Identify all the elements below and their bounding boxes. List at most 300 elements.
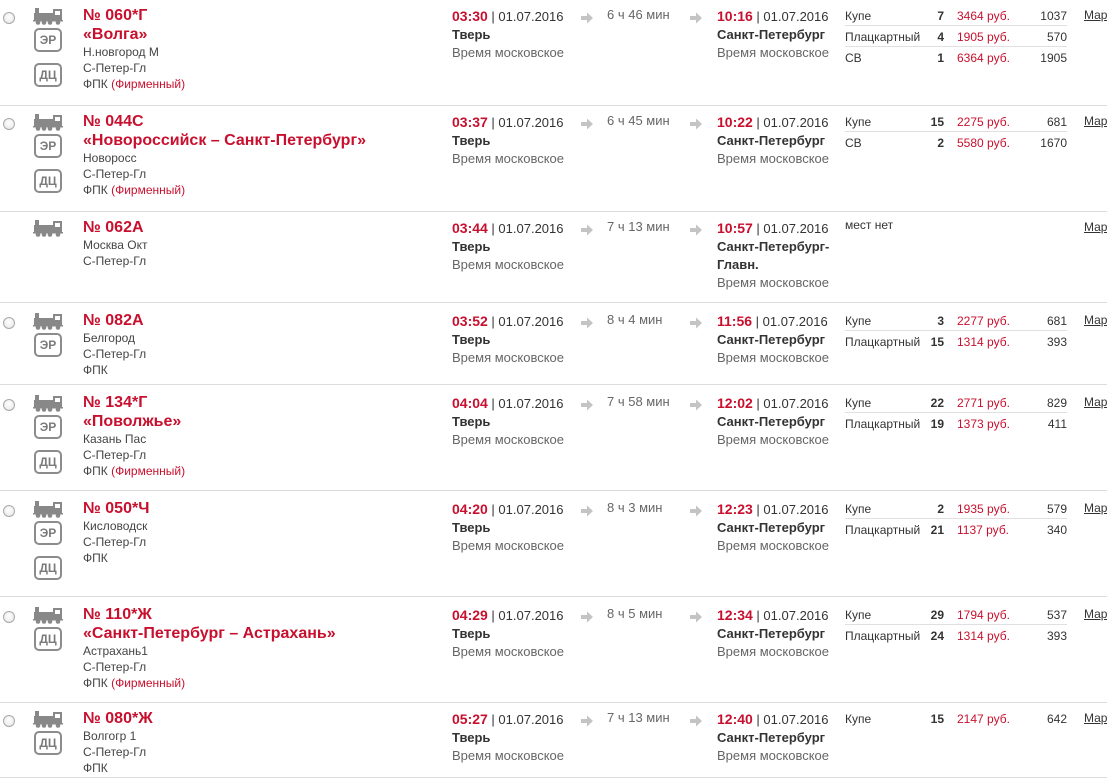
- departure-date: 01.07.2016: [498, 608, 564, 623]
- seat-classes: [845, 709, 1067, 730]
- route-link[interactable]: Мар: [1084, 313, 1107, 327]
- seat-price: 2771 руб.: [957, 396, 1010, 410]
- train-number[interactable]: № 080*Ж: [83, 710, 153, 727]
- departure-station: Тверь: [452, 332, 491, 347]
- train-row[interactable]: [0, 0, 1107, 106]
- electronic-registration-badge: ЭР: [34, 333, 62, 357]
- locomotive-icon: [33, 606, 63, 624]
- departure-time: 05:27: [452, 711, 488, 727]
- double-decker-badge: ДЦ: [34, 169, 62, 193]
- train-row[interactable]: [0, 491, 1107, 597]
- departure-station: Тверь: [452, 133, 491, 148]
- seat-type: Купе: [845, 396, 872, 410]
- train-row[interactable]: [0, 597, 1107, 703]
- seat-type: Плацкартный: [845, 30, 921, 44]
- separator: |: [752, 502, 764, 517]
- arrival-timezone: Время московское: [717, 748, 830, 763]
- seat-class-row[interactable]: [845, 112, 1067, 133]
- route-origin: Кисловодск: [83, 519, 148, 533]
- train-badges: [33, 219, 67, 240]
- arrival-station: Санкт-Петербург: [717, 414, 826, 429]
- divider: [845, 46, 1067, 47]
- separator: |: [487, 314, 499, 329]
- arrow-right-icon: [689, 504, 703, 518]
- arrival-station: Санкт-Петербург-Главн.: [717, 239, 830, 272]
- route-origin: Астрахань1: [83, 644, 148, 658]
- train-info: [83, 709, 443, 776]
- route-destination: С-Петер-Гл: [83, 61, 147, 75]
- seat-points: 829: [1046, 396, 1067, 410]
- travel-duration: 8 ч 3 мин: [607, 500, 663, 515]
- train-badges: [33, 500, 67, 591]
- seat-classes: [845, 112, 1067, 154]
- seat-type: Купе: [845, 502, 872, 516]
- departure: [452, 312, 577, 367]
- carrier-name: ФПК: [83, 183, 108, 197]
- carrier-branded-note: (Фирменный): [111, 183, 186, 197]
- arrow-right-icon: [580, 714, 594, 728]
- arrow-right-icon: [689, 223, 703, 237]
- seat-points: 570: [1046, 30, 1067, 44]
- seat-count: 15: [930, 712, 944, 726]
- seat-points: 579: [1046, 502, 1067, 516]
- seat-count: 15: [930, 115, 944, 129]
- train-name: «Санкт-Петербург – Астрахань»: [83, 625, 336, 642]
- departure-time: 03:52: [452, 313, 488, 329]
- no-seats-label: мест нет: [845, 218, 894, 232]
- seat-classes: [845, 605, 1067, 647]
- travel-duration: 6 ч 45 мин: [607, 113, 670, 128]
- departure-station: Тверь: [452, 414, 491, 429]
- train-row[interactable]: [0, 212, 1107, 303]
- travel-duration: 7 ч 13 мин: [607, 219, 670, 234]
- departure-timezone: Время московское: [452, 432, 565, 447]
- departure-timezone: Время московское: [452, 257, 565, 272]
- seat-price: 1794 руб.: [957, 608, 1010, 622]
- arrow-right-icon: [580, 610, 594, 624]
- divider: [845, 624, 1067, 625]
- arrival-time: 12:02: [717, 395, 753, 411]
- departure: [452, 7, 577, 62]
- arrival-station: Санкт-Петербург: [717, 626, 826, 641]
- carrier: [83, 463, 443, 479]
- double-decker-badge: ДЦ: [34, 450, 62, 474]
- train-name: «Волга»: [83, 26, 148, 43]
- seat-class-row[interactable]: [845, 393, 1067, 414]
- train-select-radio[interactable]: [3, 317, 15, 329]
- carrier-branded-note: (Фирменный): [111, 77, 186, 91]
- arrival-station: Санкт-Петербург: [717, 332, 826, 347]
- carrier-name: ФПК: [83, 676, 108, 690]
- seat-price: 2147 руб.: [957, 712, 1010, 726]
- electronic-registration-badge: ЭР: [34, 134, 62, 158]
- seat-class-row[interactable]: [845, 6, 1067, 27]
- departure-time: 03:30: [452, 8, 488, 24]
- seat-class-row[interactable]: [845, 414, 1067, 435]
- carrier: [83, 362, 443, 378]
- train-row[interactable]: [0, 385, 1107, 491]
- arrival: [717, 606, 835, 661]
- double-decker-badge: ДЦ: [34, 556, 62, 580]
- route-destination: С-Петер-Гл: [83, 167, 147, 181]
- seat-points: 642: [1046, 712, 1067, 726]
- seat-class-row[interactable]: [845, 605, 1067, 626]
- travel-duration: 8 ч 5 мин: [607, 606, 663, 621]
- arrow-right-icon: [580, 398, 594, 412]
- departure-station: Тверь: [452, 27, 491, 42]
- separator: |: [752, 396, 764, 411]
- locomotive-icon: [33, 394, 63, 412]
- carrier-name: ФПК: [83, 363, 108, 377]
- departure-timezone: Время московское: [452, 538, 565, 553]
- departure-date: 01.07.2016: [498, 9, 564, 24]
- seat-points: 393: [1046, 335, 1067, 349]
- arrival-timezone: Время московское: [717, 350, 830, 365]
- arrival-time: 11:56: [717, 313, 753, 329]
- arrival: [717, 500, 835, 555]
- seat-points: 537: [1046, 608, 1067, 622]
- seat-class-row[interactable]: [845, 332, 1067, 353]
- separator: |: [752, 314, 763, 329]
- seat-classes: [845, 218, 1067, 232]
- travel-duration: 7 ч 58 мин: [607, 394, 670, 409]
- electronic-registration-badge: ЭР: [34, 521, 62, 545]
- arrival: [717, 219, 835, 292]
- departure: [452, 606, 577, 661]
- locomotive-icon: [33, 219, 63, 237]
- route-origin: Новоросс: [83, 151, 137, 165]
- arrival-time: 12:23: [717, 501, 753, 517]
- seat-count: 22: [930, 396, 944, 410]
- arrival-timezone: Время московское: [717, 151, 830, 166]
- train-row[interactable]: [0, 303, 1107, 385]
- arrow-right-icon: [689, 316, 703, 330]
- route-origin: Москва Окт: [83, 238, 148, 252]
- locomotive-icon: [33, 500, 63, 518]
- carrier-name: ФПК: [83, 464, 108, 478]
- seat-type: СВ: [845, 51, 862, 65]
- arrival: [717, 394, 835, 449]
- arrow-right-icon: [689, 714, 703, 728]
- route-link[interactable]: Мар: [1084, 114, 1107, 128]
- departure: [452, 500, 577, 555]
- seat-type: Купе: [845, 608, 872, 622]
- arrival-date: 01.07.2016: [763, 502, 829, 517]
- carrier-branded-note: (Фирменный): [111, 676, 186, 690]
- arrow-right-icon: [580, 316, 594, 330]
- seat-class-row[interactable]: [845, 499, 1067, 520]
- train-row[interactable]: [0, 703, 1107, 778]
- divider: [845, 25, 1067, 26]
- route-destination: С-Петер-Гл: [83, 535, 147, 549]
- departure-date: 01.07.2016: [498, 115, 564, 130]
- train-info: [83, 499, 443, 566]
- departure: [452, 113, 577, 168]
- train-select-radio[interactable]: [3, 611, 15, 623]
- carrier-name: ФПК: [83, 551, 108, 565]
- seat-type: Купе: [845, 712, 872, 726]
- seat-class-row[interactable]: [845, 311, 1067, 332]
- arrival-station: Санкт-Петербург: [717, 27, 826, 42]
- seat-price: 5580 руб.: [957, 136, 1010, 150]
- seat-points: 340: [1046, 523, 1067, 537]
- arrival-date: 01.07.2016: [763, 115, 829, 130]
- arrival-timezone: Время московское: [717, 45, 830, 60]
- travel-duration: 8 ч 4 мин: [607, 312, 663, 327]
- route-link[interactable]: Мар: [1084, 711, 1107, 725]
- train-badges: [33, 113, 67, 204]
- seat-classes: [845, 499, 1067, 541]
- train-info: [83, 311, 443, 378]
- departure-date: 01.07.2016: [498, 396, 564, 411]
- departure-time: 04:29: [452, 607, 488, 623]
- departure-station: Тверь: [452, 239, 491, 254]
- train-number[interactable]: № 050*Ч: [83, 500, 150, 517]
- arrival-date: 01.07.2016: [763, 396, 829, 411]
- route-link[interactable]: Мар: [1084, 8, 1107, 22]
- double-decker-badge: ДЦ: [34, 627, 62, 651]
- departure-time: 04:04: [452, 395, 488, 411]
- train-number[interactable]: № 062А: [83, 219, 144, 236]
- seat-count: 2: [937, 502, 944, 516]
- seat-class-row[interactable]: [845, 520, 1067, 541]
- train-badges: [33, 312, 67, 368]
- arrival-time: 10:16: [717, 8, 753, 24]
- carrier: [83, 675, 443, 691]
- departure-time: 03:44: [452, 220, 488, 236]
- separator: |: [487, 712, 499, 727]
- route-origin: Белгород: [83, 331, 136, 345]
- train-number[interactable]: № 060*Г: [83, 7, 148, 24]
- travel-duration: 7 ч 13 мин: [607, 710, 670, 725]
- carrier: [83, 550, 443, 566]
- carrier-branded-note: (Фирменный): [111, 464, 186, 478]
- train-select-radio[interactable]: [3, 118, 15, 130]
- seat-price: 1137 руб.: [957, 523, 1010, 537]
- double-decker-badge: ДЦ: [34, 731, 62, 755]
- seat-points: 681: [1046, 314, 1067, 328]
- seat-class-row[interactable]: [845, 626, 1067, 647]
- train-select-radio[interactable]: [3, 505, 15, 517]
- seat-type: Плацкартный: [845, 629, 921, 643]
- route-origin: Н.новгород М: [83, 45, 159, 59]
- arrow-right-icon: [580, 11, 594, 25]
- seat-class-row[interactable]: [845, 48, 1067, 69]
- arrival-time: 10:57: [717, 220, 753, 236]
- arrival-date: 01.07.2016: [762, 314, 828, 329]
- arrival-date: 01.07.2016: [763, 608, 829, 623]
- departure: [452, 710, 577, 765]
- seat-count: 21: [930, 523, 944, 537]
- seat-price: 1314 руб.: [957, 629, 1010, 643]
- seat-class-row[interactable]: [845, 133, 1067, 154]
- seat-price: 1935 руб.: [957, 502, 1010, 516]
- arrival-time: 10:22: [717, 114, 753, 130]
- seat-type: Купе: [845, 115, 872, 129]
- departure-station: Тверь: [452, 626, 491, 641]
- route-destination: С-Петер-Гл: [83, 347, 147, 361]
- arrival-date: 01.07.2016: [763, 221, 829, 236]
- seat-count: 3: [937, 314, 944, 328]
- seat-points: 1905: [1040, 51, 1067, 65]
- arrow-right-icon: [689, 11, 703, 25]
- departure: [452, 219, 577, 274]
- route-origin: Казань Пас: [83, 432, 147, 446]
- route-link[interactable]: Мар: [1084, 395, 1107, 409]
- train-info: [83, 218, 443, 269]
- seat-type: Купе: [845, 9, 872, 23]
- separator: |: [752, 221, 764, 236]
- seat-price: 3464 руб.: [957, 9, 1010, 23]
- arrival: [717, 710, 835, 765]
- route-origin: Волгогр 1: [83, 729, 137, 743]
- seat-count: 2: [937, 136, 944, 150]
- seat-type: Плацкартный: [845, 523, 921, 537]
- seat-classes: [845, 311, 1067, 353]
- seat-class-row[interactable]: [845, 709, 1067, 730]
- train-info: [83, 393, 443, 479]
- seat-points: 681: [1046, 115, 1067, 129]
- train-badges: [33, 394, 67, 485]
- travel-duration: 6 ч 46 мин: [607, 7, 670, 22]
- train-number[interactable]: № 134*Г: [83, 394, 148, 411]
- arrival-date: 01.07.2016: [763, 712, 829, 727]
- locomotive-icon: [33, 312, 63, 330]
- seat-class-row[interactable]: [845, 27, 1067, 48]
- locomotive-icon: [33, 710, 63, 728]
- arrival-station: Санкт-Петербург: [717, 520, 826, 535]
- seat-price: 1373 руб.: [957, 417, 1010, 431]
- seat-count: 4: [937, 30, 944, 44]
- departure-timezone: Время московское: [452, 45, 565, 60]
- seat-points: 393: [1046, 629, 1067, 643]
- seat-price: 1905 руб.: [957, 30, 1010, 44]
- train-number[interactable]: № 082А: [83, 312, 144, 329]
- arrow-right-icon: [580, 504, 594, 518]
- seat-points: 1037: [1040, 9, 1067, 23]
- arrival-station: Санкт-Петербург: [717, 133, 826, 148]
- departure-timezone: Время московское: [452, 151, 565, 166]
- arrival-date: 01.07.2016: [763, 9, 829, 24]
- separator: |: [752, 712, 764, 727]
- arrival-time: 12:34: [717, 607, 753, 623]
- separator: |: [487, 9, 499, 24]
- separator: |: [487, 608, 499, 623]
- train-number[interactable]: № 044С: [83, 113, 144, 130]
- arrival-timezone: Время московское: [717, 538, 830, 553]
- arrival: [717, 7, 835, 62]
- arrival-station: Санкт-Петербург: [717, 730, 826, 745]
- departure-station: Тверь: [452, 520, 491, 535]
- separator: |: [487, 502, 499, 517]
- electronic-registration-badge: ЭР: [34, 415, 62, 439]
- separator: |: [487, 396, 499, 411]
- separator: |: [752, 115, 764, 130]
- departure-date: 01.07.2016: [498, 712, 564, 727]
- arrow-right-icon: [689, 117, 703, 131]
- seat-count: 1: [937, 51, 944, 65]
- route-destination: С-Петер-Гл: [83, 448, 147, 462]
- arrow-right-icon: [689, 610, 703, 624]
- seat-count: 15: [930, 335, 944, 349]
- train-badges: [33, 7, 67, 98]
- route-destination: С-Петер-Гл: [83, 745, 147, 759]
- arrow-right-icon: [689, 398, 703, 412]
- seat-type: Плацкартный: [845, 417, 921, 431]
- departure-timezone: Время московское: [452, 644, 565, 659]
- carrier: [83, 76, 443, 92]
- separator: |: [487, 221, 499, 236]
- arrow-right-icon: [580, 117, 594, 131]
- divider: [845, 518, 1067, 519]
- seat-type: Плацкартный: [845, 335, 921, 349]
- seat-points: 411: [1047, 417, 1067, 431]
- double-decker-badge: ДЦ: [34, 63, 62, 87]
- arrival: [717, 312, 835, 367]
- departure-date: 01.07.2016: [498, 502, 564, 517]
- train-select-radio[interactable]: [3, 399, 15, 411]
- train-select-radio[interactable]: [3, 715, 15, 727]
- carrier-name: ФПК: [83, 77, 108, 91]
- departure-date: 01.07.2016: [498, 314, 564, 329]
- electronic-registration-badge: ЭР: [34, 28, 62, 52]
- seat-classes: [845, 6, 1067, 69]
- route-link[interactable]: Мар: [1084, 607, 1107, 621]
- locomotive-icon: [33, 113, 63, 131]
- seat-price: 6364 руб.: [957, 51, 1010, 65]
- separator: |: [752, 608, 764, 623]
- train-info: [83, 112, 443, 198]
- arrival-time: 12:40: [717, 711, 753, 727]
- departure-timezone: Время московское: [452, 748, 565, 763]
- departure-station: Тверь: [452, 730, 491, 745]
- divider: [845, 131, 1067, 132]
- train-number[interactable]: № 110*Ж: [83, 606, 152, 623]
- train-info: [83, 605, 443, 691]
- train-select-radio[interactable]: [3, 12, 15, 24]
- train-badges: [33, 606, 67, 662]
- departure-time: 04:20: [452, 501, 488, 517]
- route-link[interactable]: Мар: [1084, 501, 1107, 515]
- departure-timezone: Время московское: [452, 350, 565, 365]
- carrier: [83, 182, 443, 198]
- carrier-name: ФПК: [83, 761, 108, 775]
- arrival-timezone: Время московское: [717, 275, 830, 290]
- carrier: [83, 760, 443, 776]
- route-link[interactable]: Мар: [1084, 220, 1107, 234]
- train-row[interactable]: [0, 106, 1107, 212]
- route-destination: С-Петер-Гл: [83, 660, 147, 674]
- seat-type: Купе: [845, 314, 872, 328]
- arrow-right-icon: [580, 223, 594, 237]
- train-info: [83, 6, 443, 92]
- arrival-timezone: Время московское: [717, 644, 830, 659]
- arrival: [717, 113, 835, 168]
- departure-time: 03:37: [452, 114, 488, 130]
- seat-count: 29: [930, 608, 944, 622]
- locomotive-icon: [33, 7, 63, 25]
- seat-classes: [845, 393, 1067, 435]
- seat-price: 1314 руб.: [957, 335, 1010, 349]
- divider: [845, 330, 1067, 331]
- seat-count: 7: [937, 9, 944, 23]
- seat-type: СВ: [845, 136, 862, 150]
- separator: |: [487, 115, 499, 130]
- seat-price: 2275 руб.: [957, 115, 1010, 129]
- seat-points: 1670: [1040, 136, 1067, 150]
- divider: [845, 412, 1067, 413]
- route-destination: С-Петер-Гл: [83, 254, 147, 268]
